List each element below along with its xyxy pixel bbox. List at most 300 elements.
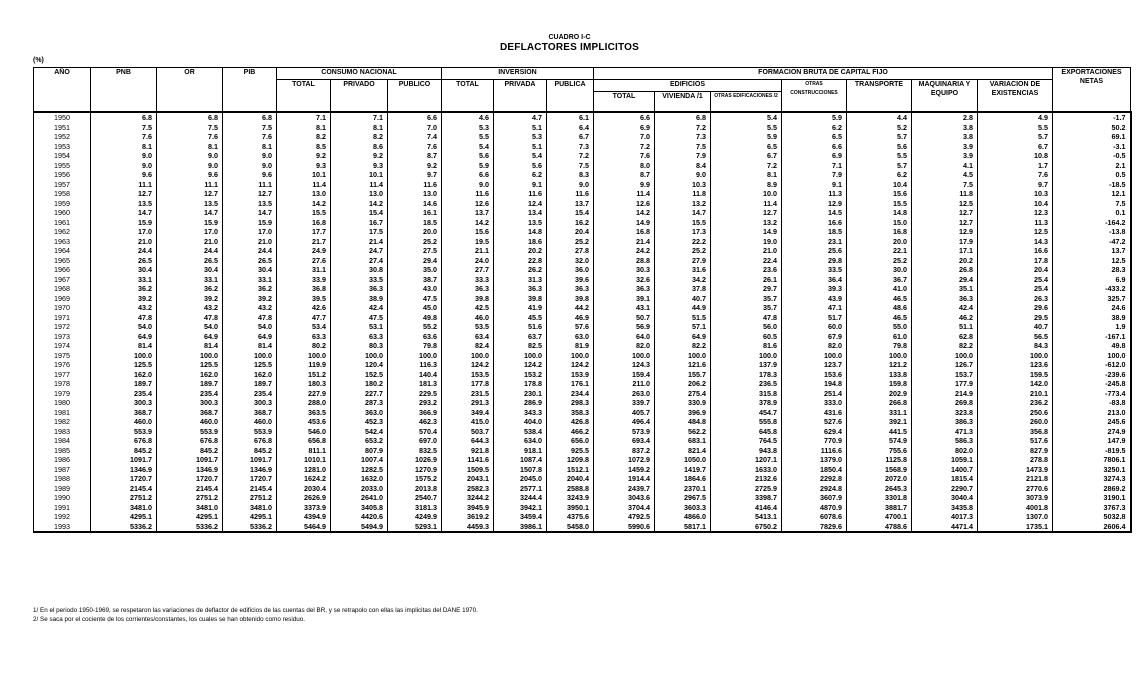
cell-otras-construcciones: 431.6 <box>782 408 847 418</box>
cell-edif-otras: 47.8 <box>711 313 782 323</box>
cell-inversion-privada: 13.5 <box>494 218 547 228</box>
cell-transporte: 5.2 <box>847 123 912 133</box>
cell-inversion-privada: 5.1 <box>494 142 547 152</box>
table-title: DEFLACTORES IMPLICITOS <box>499 42 640 53</box>
cell-consumo-privado: 1282.5 <box>331 465 388 475</box>
cell-ano: 1957 <box>34 180 91 190</box>
cell-consumo-privado: 7.1 <box>331 112 388 123</box>
cell-exportaciones: 0.5 <box>1053 170 1131 180</box>
cell-otras-construcciones: 6.9 <box>782 151 847 161</box>
cell-pib: 11.1 <box>223 180 277 190</box>
cell-consumo-publico: 47.5 <box>388 294 442 304</box>
cell-or: 7.5 <box>157 123 223 133</box>
cell-consumo-publico: 100.0 <box>388 351 442 361</box>
cell-consumo-privado: 653.2 <box>331 436 388 446</box>
cell-edif-otras: 943.8 <box>711 446 782 456</box>
cell-exportaciones: 38.9 <box>1053 313 1131 323</box>
cell-maquinaria: 4471.4 <box>912 522 978 533</box>
cell-consumo-privado: 42.4 <box>331 303 388 313</box>
cell-pib: 1091.7 <box>223 455 277 465</box>
cell-consumo-total: 80.2 <box>277 341 331 351</box>
col-header-consumo-publico: PUBLICO <box>388 80 442 113</box>
cell-inversion-publica: 4375.6 <box>547 512 594 522</box>
cell-pib: 81.4 <box>223 341 277 351</box>
cell-exportaciones: 24.6 <box>1053 303 1131 313</box>
deflators-table <box>33 67 1132 533</box>
cell-edif-vivienda: 2370.1 <box>655 484 711 494</box>
cell-consumo-total: 100.0 <box>277 351 331 361</box>
cell-consumo-privado: 8.1 <box>331 123 388 133</box>
cell-inversion-total: 12.6 <box>442 199 494 209</box>
cell-inversion-privada: 3244.4 <box>494 493 547 503</box>
cell-pib: 30.4 <box>223 265 277 275</box>
cell-inversion-total: 13.7 <box>442 208 494 218</box>
table-row <box>34 503 1131 513</box>
group-header-fbkf: FORMACION BRUTA DE CAPITAL FIJO <box>594 68 1053 80</box>
cell-variacion: 5.7 <box>978 132 1053 142</box>
cell-pnb: 13.5 <box>91 199 157 209</box>
cell-edif-otras: 29.7 <box>711 284 782 294</box>
cell-pnb: 54.0 <box>91 322 157 332</box>
cell-consumo-total: 9.3 <box>277 161 331 171</box>
cell-otras-construcciones: 5.9 <box>782 112 847 123</box>
cell-edif-vivienda: 7.3 <box>655 132 711 142</box>
cell-edif-total: 36.3 <box>594 284 655 294</box>
table-row <box>34 370 1131 380</box>
cell-consumo-publico: 8.7 <box>388 151 442 161</box>
cell-consumo-publico: 18.5 <box>388 218 442 228</box>
table-row <box>34 474 1131 484</box>
cell-inversion-privada: 6.2 <box>494 170 547 180</box>
cell-exportaciones: -83.8 <box>1053 398 1131 408</box>
cell-pnb: 4295.1 <box>91 512 157 522</box>
cell-ano: 1972 <box>34 322 91 332</box>
cell-inversion-total: 4.6 <box>442 112 494 123</box>
cell-or: 43.2 <box>157 303 223 313</box>
cell-pnb: 33.1 <box>91 275 157 285</box>
cell-edif-total: 14.2 <box>594 208 655 218</box>
cell-inversion-publica: 46.9 <box>547 313 594 323</box>
cell-edif-vivienda: 37.8 <box>655 284 711 294</box>
cell-ano: 1953 <box>34 142 91 152</box>
cell-exportaciones: -13.8 <box>1053 227 1131 237</box>
cell-edif-otras: 178.3 <box>711 370 782 380</box>
cell-ano: 1969 <box>34 294 91 304</box>
cell-or: 100.0 <box>157 351 223 361</box>
cell-inversion-privada: 230.1 <box>494 389 547 399</box>
cell-inversion-publica: 25.2 <box>547 237 594 247</box>
cell-edif-total: 2439.7 <box>594 484 655 494</box>
unit-label: (%) <box>33 57 44 64</box>
table-row <box>34 170 1131 180</box>
cell-consumo-publico: 9.7 <box>388 170 442 180</box>
cell-or: 30.4 <box>157 265 223 275</box>
cell-inversion-privada: 18.6 <box>494 237 547 247</box>
cell-maquinaria: 323.8 <box>912 408 978 418</box>
group-header-consumo: CONSUMO NACIONAL <box>277 68 442 80</box>
table-row <box>34 427 1131 437</box>
cell-maquinaria: 269.8 <box>912 398 978 408</box>
cell-pnb: 676.8 <box>91 436 157 446</box>
cell-inversion-publica: 11.6 <box>547 189 594 199</box>
cell-consumo-total: 546.0 <box>277 427 331 437</box>
cell-edif-total: 6.6 <box>594 112 655 123</box>
cell-edif-total: 1459.2 <box>594 465 655 475</box>
cell-pnb: 2751.2 <box>91 493 157 503</box>
cell-edif-vivienda: 396.9 <box>655 408 711 418</box>
cell-consumo-privado: 2033.0 <box>331 484 388 494</box>
cell-ano: 1954 <box>34 151 91 161</box>
cell-inversion-privada: 2045.0 <box>494 474 547 484</box>
cell-ano: 1975 <box>34 351 91 361</box>
cell-consumo-privado: 452.3 <box>331 417 388 427</box>
cell-pnb: 9.0 <box>91 151 157 161</box>
cell-pnb: 47.8 <box>91 313 157 323</box>
cell-edif-otras: 555.8 <box>711 417 782 427</box>
cell-exportaciones: -819.5 <box>1053 446 1131 456</box>
cell-consumo-total: 53.4 <box>277 322 331 332</box>
cell-edif-otras: 645.8 <box>711 427 782 437</box>
cell-consumo-total: 288.0 <box>277 398 331 408</box>
table-row <box>34 132 1131 142</box>
cell-edif-total: 14.9 <box>594 218 655 228</box>
cell-maquinaria: 42.4 <box>912 303 978 313</box>
cell-exportaciones: -773.4 <box>1053 389 1131 399</box>
cell-inversion-total: 503.7 <box>442 427 494 437</box>
cell-exportaciones: -167.1 <box>1053 332 1131 342</box>
cell-pnb: 162.0 <box>91 370 157 380</box>
cell-otras-construcciones: 153.6 <box>782 370 847 380</box>
cell-otras-construcciones: 36.4 <box>782 275 847 285</box>
cell-edif-vivienda: 27.9 <box>655 256 711 266</box>
cell-inversion-privada: 2577.1 <box>494 484 547 494</box>
table-row <box>34 389 1131 399</box>
table-row <box>34 484 1131 494</box>
cell-pnb: 43.2 <box>91 303 157 313</box>
cell-maquinaria: 3.9 <box>912 142 978 152</box>
table-row <box>34 408 1131 418</box>
cell-maquinaria: 62.8 <box>912 332 978 342</box>
cell-edif-vivienda: 7.5 <box>655 142 711 152</box>
cell-edif-otras: 764.5 <box>711 436 782 446</box>
cell-edif-total: 3704.4 <box>594 503 655 513</box>
cell-inversion-publica: 44.2 <box>547 303 594 313</box>
cell-edif-otras: 6.5 <box>711 142 782 152</box>
cell-variacion: 1307.0 <box>978 512 1053 522</box>
cell-edif-vivienda: 17.3 <box>655 227 711 237</box>
cell-variacion: 84.3 <box>978 341 1053 351</box>
cell-consumo-privado: 15.4 <box>331 208 388 218</box>
cell-or: 9.0 <box>157 161 223 171</box>
cell-otras-construcciones: 23.1 <box>782 237 847 247</box>
cell-pnb: 5336.2 <box>91 522 157 533</box>
cell-edif-vivienda: 64.9 <box>655 332 711 342</box>
cell-edif-total: 693.4 <box>594 436 655 446</box>
cell-consumo-privado: 27.4 <box>331 256 388 266</box>
cell-consumo-privado: 14.2 <box>331 199 388 209</box>
cell-inversion-privada: 124.2 <box>494 360 547 370</box>
cell-consumo-total: 119.9 <box>277 360 331 370</box>
col-header-transporte: TRANSPORTE <box>847 80 912 113</box>
cell-maquinaria: 17.1 <box>912 246 978 256</box>
cell-exportaciones: 69.1 <box>1053 132 1131 142</box>
cell-or: 189.7 <box>157 379 223 389</box>
cell-ano: 1976 <box>34 360 91 370</box>
cell-edif-total: 56.9 <box>594 322 655 332</box>
cell-or: 1091.7 <box>157 455 223 465</box>
cell-inversion-publica: 656.0 <box>547 436 594 446</box>
cell-maquinaria: 3.8 <box>912 132 978 142</box>
cell-consumo-total: 63.3 <box>277 332 331 342</box>
cell-inversion-publica: 8.3 <box>547 170 594 180</box>
cell-edif-otras: 5413.1 <box>711 512 782 522</box>
cell-edif-otras: 315.8 <box>711 389 782 399</box>
cell-consumo-privado: 8.2 <box>331 132 388 142</box>
cell-consumo-privado: 4420.6 <box>331 512 388 522</box>
cell-ano: 1980 <box>34 398 91 408</box>
cell-otras-construcciones: 29.8 <box>782 256 847 266</box>
cell-consumo-total: 24.9 <box>277 246 331 256</box>
cell-maquinaria: 7.5 <box>912 180 978 190</box>
cell-ano: 1967 <box>34 275 91 285</box>
cell-maquinaria: 100.0 <box>912 351 978 361</box>
cell-edif-otras: 454.7 <box>711 408 782 418</box>
cell-inversion-privada: 22.8 <box>494 256 547 266</box>
cell-edif-vivienda: 484.8 <box>655 417 711 427</box>
cell-or: 81.4 <box>157 341 223 351</box>
cell-maquinaria: 2.8 <box>912 112 978 123</box>
cell-inversion-total: 36.3 <box>442 284 494 294</box>
cell-consumo-publico: 16.1 <box>388 208 442 218</box>
cell-variacion: 210.1 <box>978 389 1053 399</box>
cell-exportaciones: 3190.1 <box>1053 493 1131 503</box>
cell-edif-total: 496.4 <box>594 417 655 427</box>
cell-pib: 100.0 <box>223 351 277 361</box>
cell-exportaciones: -3.1 <box>1053 142 1131 152</box>
col-header-or: OR <box>157 68 223 113</box>
cell-consumo-privado: 63.3 <box>331 332 388 342</box>
cell-or: 13.5 <box>157 199 223 209</box>
cell-consumo-privado: 13.0 <box>331 189 388 199</box>
cell-pnb: 14.7 <box>91 208 157 218</box>
cell-inversion-total: 921.8 <box>442 446 494 456</box>
cell-variacion: 827.9 <box>978 446 1053 456</box>
cell-or: 8.1 <box>157 142 223 152</box>
cell-inversion-privada: 63.7 <box>494 332 547 342</box>
cell-inversion-publica: 6.4 <box>547 123 594 133</box>
cell-edif-otras: 5.5 <box>711 123 782 133</box>
cell-variacion: 3073.9 <box>978 493 1053 503</box>
cell-consumo-privado: 21.4 <box>331 237 388 247</box>
col-header-otras-construcciones: OTRAS CONSTRUCCIONES <box>782 80 847 113</box>
cell-inversion-publica: 7.3 <box>547 142 594 152</box>
cell-edif-total: 24.2 <box>594 246 655 256</box>
cell-variacion: 25.4 <box>978 275 1053 285</box>
cell-consumo-publico: 6.6 <box>388 112 442 123</box>
cell-inversion-privada: 20.2 <box>494 246 547 256</box>
cell-inversion-total: 33.3 <box>442 275 494 285</box>
cell-inversion-publica: 2588.8 <box>547 484 594 494</box>
table-row <box>34 275 1131 285</box>
cell-edif-otras: 5.9 <box>711 132 782 142</box>
cell-edif-vivienda: 1419.7 <box>655 465 711 475</box>
cell-consumo-publico: 55.2 <box>388 322 442 332</box>
cell-transporte: 55.0 <box>847 322 912 332</box>
cell-pnb: 1720.7 <box>91 474 157 484</box>
cell-edif-vivienda: 22.2 <box>655 237 711 247</box>
cell-consumo-total: 180.3 <box>277 379 331 389</box>
cell-inversion-total: 4459.3 <box>442 522 494 533</box>
cell-edif-total: 50.7 <box>594 313 655 323</box>
cell-consumo-publico: 25.2 <box>388 237 442 247</box>
cell-inversion-total: 2043.1 <box>442 474 494 484</box>
cell-edif-total: 9.9 <box>594 180 655 190</box>
cell-maquinaria: 3435.8 <box>912 503 978 513</box>
cell-inversion-total: 5.9 <box>442 161 494 171</box>
cell-inversion-total: 53.5 <box>442 322 494 332</box>
cell-pnb: 21.0 <box>91 237 157 247</box>
cell-exportaciones: 7.5 <box>1053 199 1131 209</box>
cell-consumo-total: 8.5 <box>277 142 331 152</box>
cell-maquinaria: 126.7 <box>912 360 978 370</box>
cell-exportaciones: -245.8 <box>1053 379 1131 389</box>
cell-inversion-privada: 634.0 <box>494 436 547 446</box>
cell-ano: 1981 <box>34 408 91 418</box>
cell-pib: 9.0 <box>223 151 277 161</box>
cell-edif-otras: 23.6 <box>711 265 782 275</box>
cell-ano: 1984 <box>34 436 91 446</box>
cell-pnb: 26.5 <box>91 256 157 266</box>
cell-ano: 1964 <box>34 246 91 256</box>
cell-exportaciones: 3250.1 <box>1053 465 1131 475</box>
cell-inversion-total: 415.0 <box>442 417 494 427</box>
cell-pib: 125.5 <box>223 360 277 370</box>
cell-transporte: 15.5 <box>847 199 912 209</box>
cell-or: 9.0 <box>157 151 223 161</box>
cell-exportaciones: -47.2 <box>1053 237 1131 247</box>
cell-or: 3481.0 <box>157 503 223 513</box>
cell-pnb: 2145.4 <box>91 484 157 494</box>
cell-consumo-privado: 1007.4 <box>331 455 388 465</box>
cell-transporte: 5.6 <box>847 142 912 152</box>
table-row <box>34 265 1131 275</box>
cell-inversion-publica: 36.3 <box>547 284 594 294</box>
cell-pnb: 845.2 <box>91 446 157 456</box>
group-header-inversion: INVERSION <box>442 68 594 80</box>
col-header-edif-vivienda: VIVIENDA /1 <box>655 92 711 113</box>
cell-edif-otras: 6.7 <box>711 151 782 161</box>
cell-consumo-publico: 1270.9 <box>388 465 442 475</box>
cell-edif-vivienda: 10.3 <box>655 180 711 190</box>
cell-transporte: 392.1 <box>847 417 912 427</box>
cell-variacion: 14.3 <box>978 237 1053 247</box>
cell-edif-total: 263.0 <box>594 389 655 399</box>
cell-maquinaria: 177.9 <box>912 379 978 389</box>
cell-maquinaria: 3.9 <box>912 151 978 161</box>
cell-consumo-publico: 181.3 <box>388 379 442 389</box>
cell-consumo-privado: 542.4 <box>331 427 388 437</box>
cell-edif-total: 5990.6 <box>594 522 655 533</box>
cell-edif-total: 405.7 <box>594 408 655 418</box>
cell-inversion-privada: 286.9 <box>494 398 547 408</box>
cell-exportaciones: -612.0 <box>1053 360 1131 370</box>
cell-inversion-total: 291.3 <box>442 398 494 408</box>
cell-consumo-total: 811.1 <box>277 446 331 456</box>
cell-inversion-total: 15.6 <box>442 227 494 237</box>
cell-variacion: 123.6 <box>978 360 1053 370</box>
cell-ano: 1970 <box>34 303 91 313</box>
cell-edif-total: 30.3 <box>594 265 655 275</box>
col-header-edif-otras: OTRAS EDIFICACIONES /2 <box>711 92 782 113</box>
table-row <box>34 237 1131 247</box>
cell-ano: 1989 <box>34 484 91 494</box>
cell-exportaciones: 28.3 <box>1053 265 1131 275</box>
cell-otras-construcciones: 2924.8 <box>782 484 847 494</box>
title-block <box>0 33 1139 54</box>
cell-otras-construcciones: 333.0 <box>782 398 847 408</box>
cell-edif-vivienda: 155.7 <box>655 370 711 380</box>
cell-maquinaria: 12.9 <box>912 227 978 237</box>
cell-pib: 13.5 <box>223 199 277 209</box>
cell-or: 125.5 <box>157 360 223 370</box>
table-row <box>34 417 1131 427</box>
cell-or: 553.9 <box>157 427 223 437</box>
cell-edif-vivienda: 2967.5 <box>655 493 711 503</box>
cell-inversion-total: 3945.9 <box>442 503 494 513</box>
cell-exportaciones: 274.9 <box>1053 427 1131 437</box>
cell-consumo-privado: 363.0 <box>331 408 388 418</box>
cell-edif-otras: 35.7 <box>711 303 782 313</box>
cell-exportaciones: 6.9 <box>1053 275 1131 285</box>
cell-pib: 7.6 <box>223 132 277 142</box>
cell-inversion-total: 9.0 <box>442 180 494 190</box>
cell-maquinaria: 36.3 <box>912 294 978 304</box>
cell-pib: 9.6 <box>223 170 277 180</box>
cell-transporte: 121.2 <box>847 360 912 370</box>
cell-pib: 39.2 <box>223 294 277 304</box>
cell-inversion-privada: 343.3 <box>494 408 547 418</box>
cell-consumo-publico: 1026.9 <box>388 455 442 465</box>
cell-inversion-publica: 57.6 <box>547 322 594 332</box>
cell-inversion-privada: 1507.8 <box>494 465 547 475</box>
table-row <box>34 351 1131 361</box>
cell-edif-otras: 8.1 <box>711 170 782 180</box>
cell-variacion: 56.5 <box>978 332 1053 342</box>
cell-variacion: 517.6 <box>978 436 1053 446</box>
cell-inversion-publica: 298.3 <box>547 398 594 408</box>
cell-pib: 47.8 <box>223 313 277 323</box>
cell-variacion: 11.3 <box>978 218 1053 228</box>
cell-otras-construcciones: 770.9 <box>782 436 847 446</box>
cell-pnb: 553.9 <box>91 427 157 437</box>
cell-or: 676.8 <box>157 436 223 446</box>
cell-edif-vivienda: 1050.0 <box>655 455 711 465</box>
cell-exportaciones: 50.2 <box>1053 123 1131 133</box>
cell-inversion-publica: 6.7 <box>547 132 594 142</box>
cell-variacion: 4001.8 <box>978 503 1053 513</box>
col-header-maquinaria: MAQUINARIA Y EQUIPO <box>912 80 978 113</box>
cell-variacion: 16.6 <box>978 246 1053 256</box>
cell-ano: 1978 <box>34 379 91 389</box>
table-row <box>34 436 1131 446</box>
cell-consumo-publico: 9.2 <box>388 161 442 171</box>
cell-transporte: 3301.8 <box>847 493 912 503</box>
cell-otras-construcciones: 18.5 <box>782 227 847 237</box>
cell-edif-otras: 26.1 <box>711 275 782 285</box>
cell-transporte: 5.7 <box>847 132 912 142</box>
cell-pib: 235.4 <box>223 389 277 399</box>
cell-inversion-total: 27.7 <box>442 265 494 275</box>
